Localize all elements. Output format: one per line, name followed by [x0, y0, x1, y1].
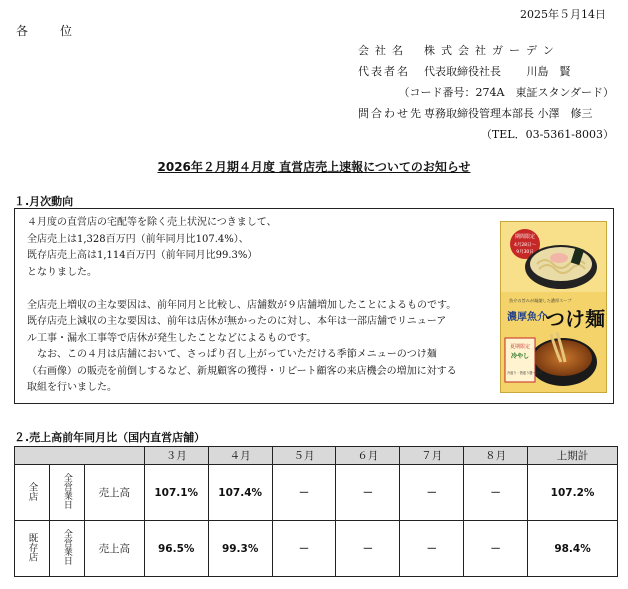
row-group-label: 既存店	[15, 521, 50, 577]
document-title: 2026年２月期４月度 直営店売上速報についてのお知らせ	[157, 160, 471, 174]
table-cell: 107.2%	[528, 465, 618, 521]
poster-artwork	[501, 222, 606, 392]
contact-row	[358, 103, 614, 124]
trend-line: 既存店売上高は1,114百万円（前年同月比99.3%）	[27, 250, 258, 261]
column-header: 上期計	[528, 447, 618, 465]
badge-text-2: 4月28日〜	[513, 243, 537, 248]
company-name-label: 会社名	[358, 44, 409, 57]
column-header: ８月	[464, 447, 528, 465]
column-header: ４月	[208, 447, 272, 465]
tel-number: （TEL．03-5361-8003）	[480, 128, 614, 141]
column-header: ５月	[272, 447, 336, 465]
tsukemen-poster-image	[500, 221, 607, 393]
monthly-trend-box	[14, 208, 614, 404]
column-header: ３月	[144, 447, 208, 465]
column-header: ６月	[336, 447, 400, 465]
trend-line: なお、この４月は店舗において、さっぱり召し上がっていただける季節メニューのつけ麺	[27, 349, 437, 360]
table-cell: 99.3%	[208, 521, 272, 577]
addressee: 各 位	[16, 24, 83, 38]
representative-value: 代表取締役社長 川島 賢	[424, 65, 571, 78]
table-cell: －	[336, 521, 400, 577]
table-cell: 107.4%	[208, 465, 272, 521]
release-date: 2025年５月14日	[520, 8, 606, 21]
contact-label: 問合わせ先	[358, 107, 423, 120]
table-cell: －	[272, 521, 336, 577]
company-name-value: 株式会社ガーデン	[424, 44, 560, 57]
table-row	[15, 521, 618, 577]
company-info	[358, 40, 614, 145]
table-cell: 96.5%	[144, 521, 208, 577]
trend-line: 既存店売上減収の主な要因は、前年は店休が無かったのに対し、本年は一部店舗でリニューア	[27, 316, 447, 327]
section1-heading: １.月次動向	[14, 195, 74, 208]
trend-line: ル工事・漏水工事等で店休が発生したことなどによるものです。	[27, 332, 317, 344]
tel-row	[358, 124, 614, 145]
company-name-row	[358, 40, 614, 61]
table-cell: －	[400, 521, 464, 577]
header-corner	[15, 447, 145, 465]
row-metric-label: 売上高	[84, 465, 144, 521]
stock-code: （コード番号：274A 東証スタンダード）	[398, 86, 614, 99]
table-cell: －	[336, 465, 400, 521]
poster-tagline: 魚介の旨みが凝縮した濃厚スープ	[509, 298, 572, 303]
table-header-row	[15, 447, 618, 465]
sales-yoy-table	[14, 446, 618, 577]
row-metric-label: 売上高	[84, 521, 144, 577]
trend-line: 全店売上増収の主な要因は、前年同月と比較し、店舗数が９店舗増加したことによるものです。	[27, 299, 457, 311]
table-cell: －	[464, 521, 528, 577]
stock-code-row	[358, 82, 614, 103]
representative-label: 代表者名	[358, 65, 410, 78]
trend-line: ４月度の直営店の宅配等を除く売上状況につきまして、	[27, 217, 277, 228]
table-row	[15, 465, 618, 521]
table-cell: －	[400, 465, 464, 521]
poster-bottom-1: 夏期限定	[509, 344, 531, 350]
section2-heading: ２.売上高前年同月比（国内直営店舗）	[14, 431, 206, 444]
table-cell: 107.1%	[144, 465, 208, 521]
row-sub-label: 全営業日	[49, 465, 84, 521]
trend-line: 全店売上は1,328百万円（前年同月比107.4%）、	[27, 233, 249, 245]
column-header: ７月	[400, 447, 464, 465]
poster-bottom-2: 冷やし	[510, 353, 530, 360]
badge-text-1: 期間限定	[514, 234, 536, 240]
trend-line: 取組を行いました。	[27, 382, 117, 393]
representative-row	[358, 61, 614, 82]
trend-line: （右画像）の販売を前倒しするなど、新規顧客の獲得・リピート顧客の来店機会の増加に対する	[27, 365, 457, 377]
badge-text-3: 9月30日	[516, 250, 534, 255]
trend-line: となりました。	[27, 266, 97, 278]
poster-title-big: つけ麺	[545, 307, 605, 331]
table-cell: －	[464, 465, 528, 521]
table-cell: 98.4%	[528, 521, 618, 577]
poster-bottom-3: 冷盛り・熱盛り選べます	[507, 371, 543, 375]
row-group-label: 全店	[15, 465, 50, 521]
row-sub-label: 全営業日	[49, 521, 84, 577]
monthly-trend-text	[27, 215, 497, 397]
contact-value: 専務取締役管理本部長 小澤 修三	[424, 107, 593, 120]
poster-title-small: 濃厚魚介	[507, 312, 547, 323]
table-cell: －	[272, 465, 336, 521]
trend-line	[27, 281, 497, 298]
